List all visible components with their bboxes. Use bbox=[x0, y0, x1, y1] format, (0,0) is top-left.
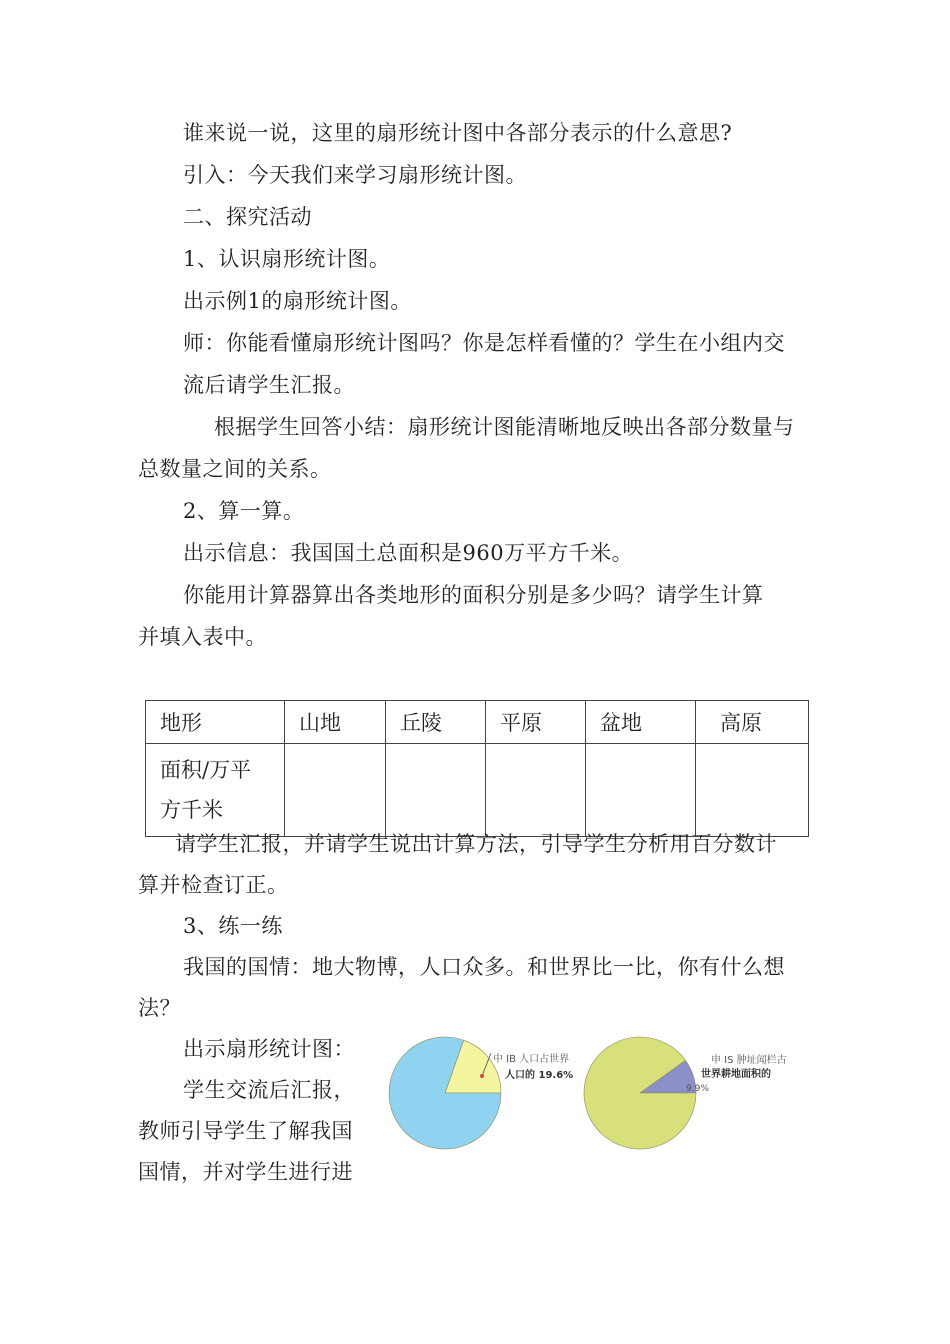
text-line: 出示例1的扇形统计图。 bbox=[183, 289, 412, 313]
table-row-label bbox=[146, 744, 285, 837]
annotation-label: 人口的 19.6% bbox=[505, 1070, 574, 1081]
annotation-dot bbox=[480, 1074, 484, 1078]
table-cell-empty bbox=[696, 744, 809, 837]
table-header-row bbox=[146, 701, 809, 744]
table-header-cell: 盆地 bbox=[586, 701, 696, 744]
text-line: 请学生汇报，并请学生说出计算方法，引导学生分析用百分数计 bbox=[175, 832, 777, 856]
row-label-line: 方千米 bbox=[160, 798, 223, 822]
text-line: 流后请学生汇报。 bbox=[183, 373, 355, 397]
text-line: 教师引导学生了解我国 bbox=[138, 1119, 353, 1143]
text-line: 出示信息：我国国土总面积是960万平方千米。 bbox=[183, 541, 634, 565]
text-line: 2、算一算。 bbox=[183, 499, 305, 523]
population-pie-chart bbox=[385, 1035, 585, 1165]
section-heading: 二、探究活动 bbox=[183, 205, 312, 229]
text-line: 3、练一练 bbox=[183, 914, 283, 938]
text-line: 国情，并对学生进行进 bbox=[138, 1160, 353, 1184]
text-line: 出示扇形统计图： bbox=[183, 1037, 355, 1061]
table-cell-empty bbox=[486, 744, 586, 837]
table-header-cell: 高原 bbox=[696, 701, 809, 744]
annotation-label: 申 IS 肿址闻栏古 bbox=[711, 1055, 787, 1066]
table-header-cell: 山地 bbox=[285, 701, 386, 744]
pie-slice-1 bbox=[584, 1037, 696, 1149]
text-line: 算并检查订正。 bbox=[138, 873, 289, 897]
row-label-line: 面积/万平 bbox=[160, 758, 252, 782]
table-header-cell: 地形 bbox=[146, 701, 285, 744]
text-line: 谁来说一说，这里的扇形统计图中各部分表示的什么意思? bbox=[183, 121, 733, 145]
annotation-label: 9.9% bbox=[686, 1084, 709, 1094]
text-line: 我国的国情：地大物博，人口众多。和世界比一比，你有什么想 bbox=[183, 955, 785, 979]
farmland-pie-chart bbox=[583, 1035, 803, 1165]
table-cell-empty bbox=[586, 744, 696, 837]
table-header-cell: 丘陵 bbox=[386, 701, 486, 744]
text-line: 师：你能看懂扇形统计图吗？你是怎样看懂的？学生在小组内交 bbox=[183, 331, 785, 355]
table-cell-empty bbox=[386, 744, 486, 837]
table-row bbox=[146, 744, 809, 837]
text-line: 学生交流后汇报， bbox=[183, 1078, 355, 1102]
text-line: 你能用计算器算出各类地形的面积分别是多少吗？请学生计算 bbox=[183, 583, 764, 607]
text-line: 法？ bbox=[138, 996, 181, 1020]
table-header-cell: 平原 bbox=[486, 701, 586, 744]
text-line: 引入：今天我们来学习扇形统计图。 bbox=[183, 163, 527, 187]
annotation-label: 中 IB 人口占世界 bbox=[493, 1054, 570, 1065]
text-line: 并填入表中。 bbox=[138, 625, 267, 649]
table-cell-empty bbox=[285, 744, 386, 837]
text-line: 根据学生回答小结：扇形统计图能清晰地反映出各部分数量与 bbox=[214, 415, 795, 439]
text-line: 1、认识扇形统计图。 bbox=[183, 247, 391, 271]
annotation-label: 世界耕地面积的 bbox=[701, 1069, 771, 1080]
text-line: 总数量之间的关系。 bbox=[138, 457, 332, 481]
terrain-area-table bbox=[145, 700, 809, 837]
